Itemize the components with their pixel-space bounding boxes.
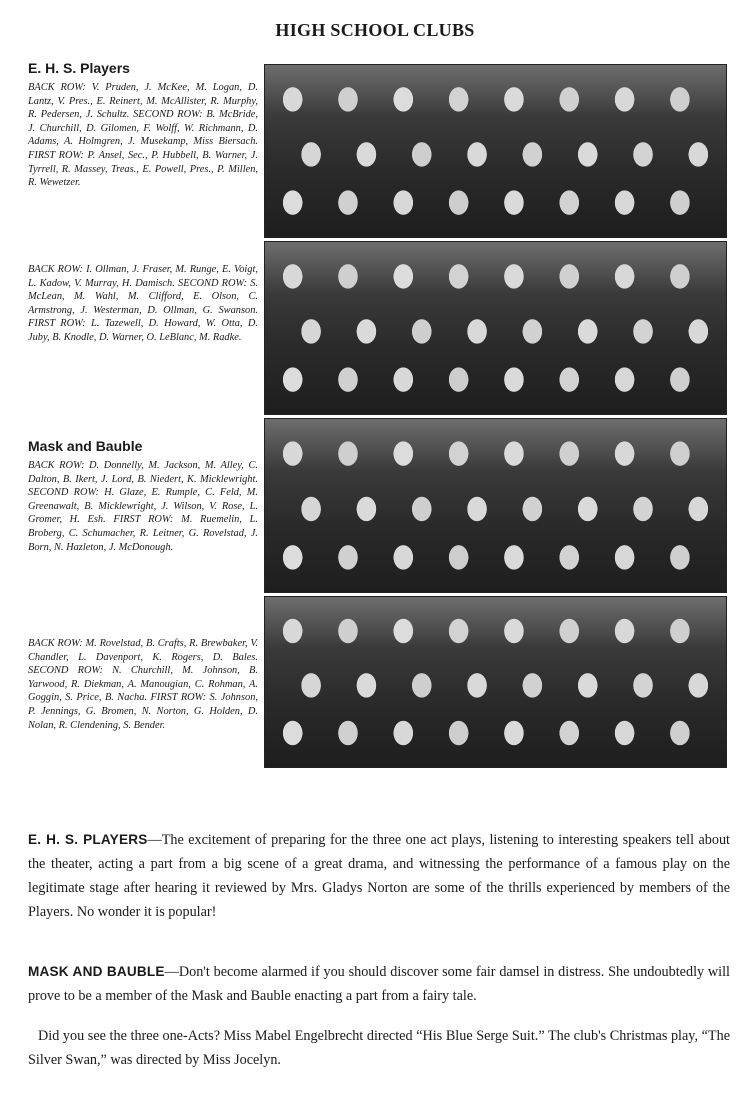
photo-caption: BACK ROW: V. Pruden, J. McKee, M. Logan, D. Lantz, V. Pres., E. Reinert, M. McAllister, R. Murphy, R. Pedersen, J. Schultz. SECOND ROW: B. McBride, J. Churchill, D. Gilomen, F. Wolff, W. Richmann, D. Adams, A. Holmgren, J. Musekamp, Miss Biersach. FIRST ROW: P. Ansel, Sec., P. Hubbell, B. Warner, J. Tyrrell, R. Massey, Treas., E. Powell, Pres., P. Millen, R. Wewetzer. — [28, 82, 258, 189]
section-heading-players: E. H. S. Players — [28, 60, 130, 76]
group-photo-players-2 — [264, 241, 727, 415]
mask-text: —Don't become alarmed if you should discover some fair damsel in distress. She undoubtedly will prove to be a member of the Mask and Bauble enacting a part from a fairy tale. — [28, 964, 730, 1004]
photo-caption: BACK ROW: D. Donnelly, M. Jackson, M. Alley, C. Dalton, B. Ikert, J. Lord, B. Niedert, K. Micklewright. SECOND ROW: H. Glaze, E. Rumple, C. Feld, M. Greenawalt, B. Micklewright, J. Wilson, V. Rose, L. Gromer, H. Esh. FIRST ROW: M. Ruemelin, L. Broberg, C. Schumacher, R. Leitner, G. Rovelstad, J. Born, N. Hazleton, J. McDonough. — [28, 460, 258, 553]
players-text: —The excitement of preparing for the three one act plays, listening to interesting speakers tell about the theater, acting a part from a big scene of a great drama, and witnessing the performance of a famous play on the legitimate stage after hearing it reviewed by Mrs. Gladys Norton are some of the thrills experienced by members of the Players. No wonder it is popular! — [28, 832, 730, 920]
mask-lead: MASK AND BAUBLE — [28, 964, 165, 979]
page-title: HIGH SCHOOL CLUBS — [275, 20, 475, 40]
group-photo-players-1 — [264, 64, 727, 238]
mask-caption-block-2 — [28, 637, 258, 732]
players-lead: E. H. S. PLAYERS — [28, 832, 148, 847]
photo-caption: BACK ROW: I. Ollman, J. Fraser, M. Runge, E. Voigt, L. Kadow, V. Murray, H. Damisch. SECOND ROW: S. McLean, M. Wahl, M. Clifford, E. Olson, C. Armstrong, J. Westerman, D. Ollman, G. Swanson. FIRST ROW: L. Tazewell, D. Howard, W. Otta, D. Juby, B. Knodle, D. Warner, O. LeBlanc, M. Radke. — [28, 264, 258, 343]
players-caption-block-2 — [28, 263, 258, 345]
photo-caption: BACK ROW: M. Rovelstad, B. Crafts, R. Brewbaker, V. Chandler, L. Davenport, K. Rogers, D. Bales. SECOND ROW: N. Churchill, M. Johnson, B. Yarwood, R. Diekman, A. Manougian, C. Rohman, A. Goggin, S. Price, B. Nacha. FIRST ROW: S. Johnson, P. Jennings, G. Bromen, N. Norton, G. Holden, D. Nolan, R. Clendening, S. Bender. — [28, 638, 258, 731]
mask-paragraph — [28, 960, 730, 1008]
players-paragraph — [28, 828, 730, 924]
section-heading-mask-and-bauble: Mask and Bauble — [28, 438, 143, 454]
group-photo-mask-1 — [264, 418, 727, 593]
mask-caption-block — [28, 438, 258, 554]
players-caption-block — [28, 60, 258, 190]
closing-paragraph: Did you see the three one-Acts? Miss Mabel Engelbrecht directed “His Blue Serge Suit.” The club's Christmas play, “The Silver Swan,” was directed by Miss Jocelyn. — [28, 1028, 730, 1068]
group-photo-mask-2 — [264, 596, 727, 768]
